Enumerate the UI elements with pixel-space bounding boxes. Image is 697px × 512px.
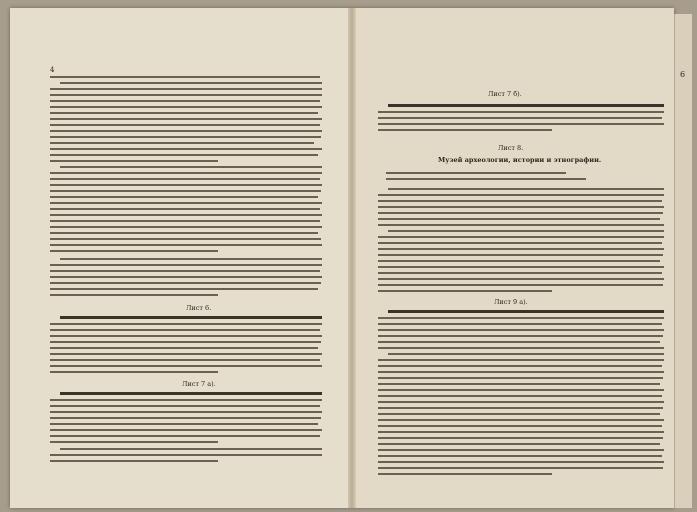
right-sheet-label-9a: Лист 9 а). [494, 298, 528, 306]
left-sheet-label-6: Лист 6. [186, 304, 212, 312]
edge-page-number: 6 [680, 70, 686, 79]
book-gutter [348, 8, 356, 508]
right-paragraph-3 [378, 310, 668, 479]
right-sheet-label-8: Лист 8. [498, 144, 524, 152]
left-sheet-label-7a: Лист 7 а). [182, 380, 216, 388]
left-paragraph-5 [50, 392, 330, 447]
left-paragraph-1 [50, 76, 330, 166]
right-section-title: Музей археологии, истории и этнографии. [438, 156, 602, 164]
left-paragraph-6 [50, 448, 330, 466]
left-page [10, 8, 348, 508]
left-paragraph-2 [50, 166, 330, 256]
right-sheet-label-7b: Лист 7 б). [488, 90, 522, 98]
next-page-edge [674, 14, 692, 508]
book-spread [10, 8, 674, 508]
right-paragraph-1 [378, 104, 668, 135]
right-page [356, 8, 674, 508]
right-list [386, 172, 666, 184]
left-paragraph-3 [50, 258, 330, 300]
page-number-left: 4 [50, 66, 55, 74]
left-paragraph-4 [50, 316, 330, 377]
right-paragraph-2 [378, 188, 668, 296]
